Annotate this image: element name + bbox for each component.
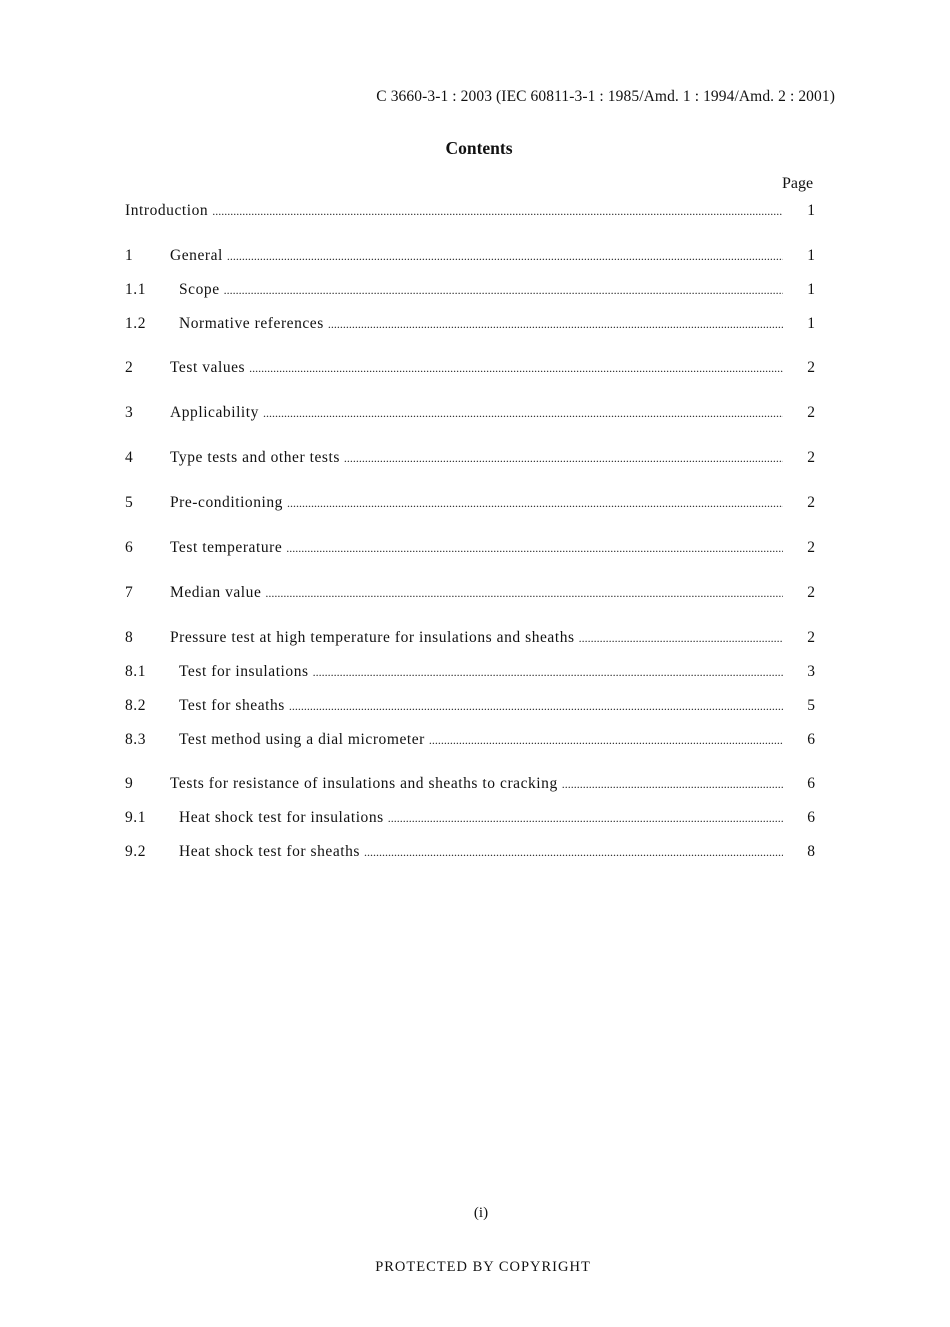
toc-entry-number: 1.2 bbox=[125, 315, 147, 332]
toc-entry-page: 2 bbox=[807, 584, 815, 601]
dot-leader bbox=[265, 586, 783, 601]
toc-entry-page: 2 bbox=[807, 494, 815, 511]
toc-entry-number: 8.3 bbox=[125, 731, 147, 748]
toc-entry[interactable] bbox=[125, 247, 815, 271]
toc-entry-page: 2 bbox=[807, 359, 815, 376]
toc-entry-page: 2 bbox=[807, 404, 815, 421]
toc-entry-number: 9.1 bbox=[125, 809, 147, 826]
toc-entry-title: Tests for resistance of insulations and sheaths to cracking bbox=[170, 775, 558, 792]
toc-entry-number: 1.1 bbox=[125, 281, 147, 298]
toc-entry-page: 2 bbox=[807, 629, 815, 646]
toc-entry-title: Test for sheaths bbox=[179, 697, 285, 714]
toc-entry[interactable] bbox=[125, 494, 815, 518]
toc-entry-page: 1 bbox=[807, 202, 815, 219]
toc-entry-title: Heat shock test for insulations bbox=[179, 809, 384, 826]
toc-entry-title: Normative references bbox=[179, 315, 324, 332]
dot-leader bbox=[328, 317, 783, 332]
dot-leader bbox=[344, 451, 783, 466]
toc-entry-title: Pressure test at high temperature for insulations and sheaths bbox=[170, 629, 575, 646]
dot-leader bbox=[562, 777, 783, 792]
dot-leader bbox=[289, 699, 783, 714]
toc-entry-page: 6 bbox=[807, 809, 815, 826]
toc-entry-introduction[interactable] bbox=[125, 202, 815, 226]
dot-leader bbox=[263, 406, 783, 421]
toc-subentry[interactable] bbox=[125, 281, 815, 305]
toc-entry-title: Scope bbox=[179, 281, 220, 298]
page-column-label: Page bbox=[782, 175, 814, 192]
toc-entry-title: Pre-conditioning bbox=[170, 494, 283, 511]
toc-entry-number: 9 bbox=[125, 775, 134, 792]
toc-entry-title: Heat shock test for sheaths bbox=[179, 843, 360, 860]
toc-entry[interactable] bbox=[125, 584, 815, 608]
toc-entry-number: 2 bbox=[125, 359, 134, 376]
toc-entry-title: Median value bbox=[170, 584, 262, 601]
toc-entry[interactable] bbox=[125, 404, 815, 428]
dot-leader bbox=[388, 811, 783, 826]
toc-entry-title: Type tests and other tests bbox=[170, 449, 340, 466]
toc-entry-page: 6 bbox=[807, 775, 815, 792]
dot-leader bbox=[224, 283, 783, 298]
toc-entry[interactable] bbox=[125, 449, 815, 473]
toc-entry-number: 6 bbox=[125, 539, 134, 556]
toc-subentry[interactable] bbox=[125, 315, 815, 339]
toc-entry-title: Applicability bbox=[170, 404, 259, 421]
dot-leader bbox=[287, 496, 783, 511]
toc-entry-title: Test for insulations bbox=[179, 663, 309, 680]
toc-entry-title: Test method using a dial micrometer bbox=[179, 731, 425, 748]
toc-entry-number: 8 bbox=[125, 629, 134, 646]
dot-leader bbox=[212, 204, 783, 219]
toc-entry-page: 3 bbox=[807, 663, 815, 680]
toc-entry-number: 3 bbox=[125, 404, 134, 421]
toc-subentry[interactable] bbox=[125, 663, 815, 687]
toc-entry[interactable] bbox=[125, 629, 815, 653]
copyright-notice: PROTECTED BY COPYRIGHT bbox=[375, 1259, 591, 1275]
toc-entry-page: 1 bbox=[807, 315, 815, 332]
toc-entry-title: Test values bbox=[170, 359, 246, 376]
dot-leader bbox=[227, 249, 783, 264]
toc-entry[interactable] bbox=[125, 539, 815, 563]
toc-entry-number: 8.1 bbox=[125, 663, 147, 680]
page-title: Contents bbox=[445, 138, 513, 158]
toc-entry-number: 1 bbox=[125, 247, 134, 264]
toc-entry-page: 2 bbox=[807, 539, 815, 556]
toc-entry-title: Test temperature bbox=[170, 539, 283, 556]
toc-entry-number: 7 bbox=[125, 584, 134, 601]
toc-entry-number: 9.2 bbox=[125, 843, 147, 860]
toc-entry-page: 6 bbox=[807, 731, 815, 748]
toc-subentry[interactable] bbox=[125, 731, 815, 755]
toc-entry-number: 5 bbox=[125, 494, 134, 511]
toc-entry-title: General bbox=[170, 247, 223, 264]
toc-entry-page: 1 bbox=[807, 281, 815, 298]
toc-entry-page: 1 bbox=[807, 247, 815, 264]
dot-leader bbox=[313, 665, 783, 680]
toc-entry-title: Introduction bbox=[125, 202, 209, 219]
dot-leader bbox=[364, 845, 783, 860]
toc-entry-page: 2 bbox=[807, 449, 815, 466]
toc-subentry[interactable] bbox=[125, 809, 815, 833]
page-number: (i) bbox=[473, 1205, 489, 1221]
toc-entry-page: 8 bbox=[807, 843, 815, 860]
dot-leader bbox=[429, 733, 783, 748]
dot-leader bbox=[249, 361, 783, 376]
toc-entry-page: 5 bbox=[807, 697, 815, 714]
toc-entry-number: 4 bbox=[125, 449, 134, 466]
toc-subentry[interactable] bbox=[125, 843, 815, 867]
toc-entry[interactable] bbox=[125, 775, 815, 799]
dot-leader bbox=[579, 631, 783, 646]
dot-leader bbox=[286, 541, 783, 556]
standard-reference: C 3660-3-1 : 2003 (IEC 60811-3-1 : 1985/Amd. 1 : 1994/Amd. 2 : 2001) bbox=[376, 88, 835, 105]
toc-entry-number: 8.2 bbox=[125, 697, 147, 714]
toc-subentry[interactable] bbox=[125, 697, 815, 721]
toc-entry[interactable] bbox=[125, 359, 815, 383]
